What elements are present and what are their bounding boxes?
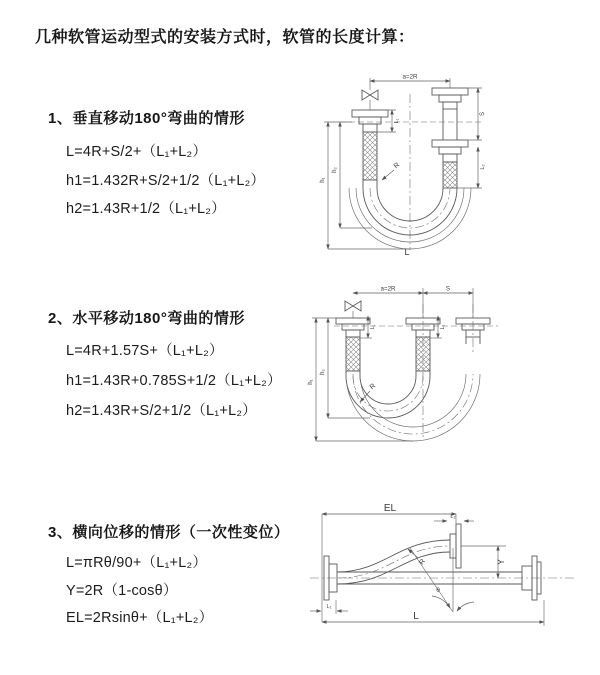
section-3-heading: 3、横向位移的情形（一次性变位）: [48, 524, 290, 541]
dim-label-l2: L₂: [440, 324, 446, 330]
dim-label-r: R: [392, 161, 402, 171]
dim-label-r: R: [418, 558, 428, 567]
dimension-l: [322, 600, 544, 626]
dim-label-theta: θ: [436, 587, 440, 594]
dim-label-h2: h₂: [332, 167, 338, 173]
dim-label-s: S: [480, 111, 486, 117]
hose-u-bend-displaced: [346, 374, 480, 441]
section-2-heading: 2、水平移动180°弯曲的情形: [48, 310, 245, 327]
dim-label-h1: h₁: [320, 177, 326, 183]
radius-callout: [360, 383, 377, 402]
dim-label-r: R: [368, 382, 378, 392]
dim-label-h2: h₂: [320, 369, 326, 375]
dim-label-l2: L₂: [480, 164, 486, 170]
section-1-formula-h1: h1=1.432R+S/2+1/2（L₁+L₂）: [66, 173, 266, 189]
dim-label-a2r: a=2R: [402, 73, 418, 81]
dim-label-l1: L₁: [326, 604, 332, 610]
dimension-l1: [377, 110, 400, 132]
braided-hose-section: [346, 337, 360, 371]
left-flange-assembly: [352, 110, 388, 188]
dim-label-l-bottom: L: [404, 247, 410, 257]
valve-icon: [362, 78, 378, 110]
dimension-l1: [360, 316, 376, 338]
dim-label-s: S: [445, 285, 451, 293]
section-1-formula-h2: h2=1.43R+1/2（L₁+L₂）: [66, 201, 226, 217]
hose-u-bend-actual: [346, 376, 430, 418]
radius-callout: [382, 162, 401, 180]
section-1-heading: 1、垂直移动180°弯曲的情形: [48, 110, 245, 127]
diagram-lateral-displacement: [306, 500, 600, 658]
dim-label-el: EL: [383, 503, 397, 514]
dimension-s: [468, 88, 486, 140]
section-1-formula-l: L=4R+S/2+（L₁+L₂）: [66, 144, 208, 160]
braided-hose-section: [416, 337, 430, 371]
dim-label-a2r: a=2R: [380, 285, 396, 293]
dimension-y: [496, 546, 506, 578]
dim-label-l1: L₁: [394, 118, 400, 124]
left-flange-assembly: [336, 318, 370, 376]
braided-hose-section: [363, 132, 377, 180]
dimension-l2: [434, 514, 474, 521]
dim-label-l2: L₂: [450, 514, 456, 520]
diagram-horizontal-180-bend: [306, 282, 508, 446]
section-2-formula-l: L=4R+1.57S+（L₁+L₂）: [66, 343, 224, 359]
section-3-formula-el: EL=2Rsinθ+（L₁+L₂）: [66, 610, 214, 626]
dim-label-y: Y: [496, 558, 506, 566]
braided-hose-section: [443, 162, 457, 188]
section-3-formula-l: L=πRθ/90+（L₁+L₂）: [66, 555, 208, 571]
diagram-vertical-180-bend: [310, 70, 494, 256]
dimension-h2: [320, 318, 370, 418]
dim-label-h1: h₁: [308, 379, 314, 385]
right-flange-assembly: [432, 88, 468, 188]
dimension-a2r: [370, 74, 450, 89]
page-title: 几种软管运动型式的安装方式时，软管的长度计算：: [35, 29, 415, 46]
hose-displaced-position: [337, 540, 450, 584]
dimension-l1: [310, 600, 348, 614]
section-3-formula-y: Y=2R（1-cosθ）: [66, 583, 178, 599]
dim-label-l1: L₁: [370, 324, 376, 330]
section-2-formula-h1: h1=1.43R+0.785S+1/2（L₁+L₂）: [66, 373, 282, 389]
dimension-a2r: [353, 286, 473, 319]
valve-icon: [345, 301, 361, 318]
dim-label-l: L: [413, 611, 419, 622]
dimension-l2: [430, 316, 446, 338]
section-2-formula-h2: h2=1.43R+S/2+1/2（L₁+L₂）: [66, 403, 257, 419]
dimension-s: [423, 286, 473, 294]
